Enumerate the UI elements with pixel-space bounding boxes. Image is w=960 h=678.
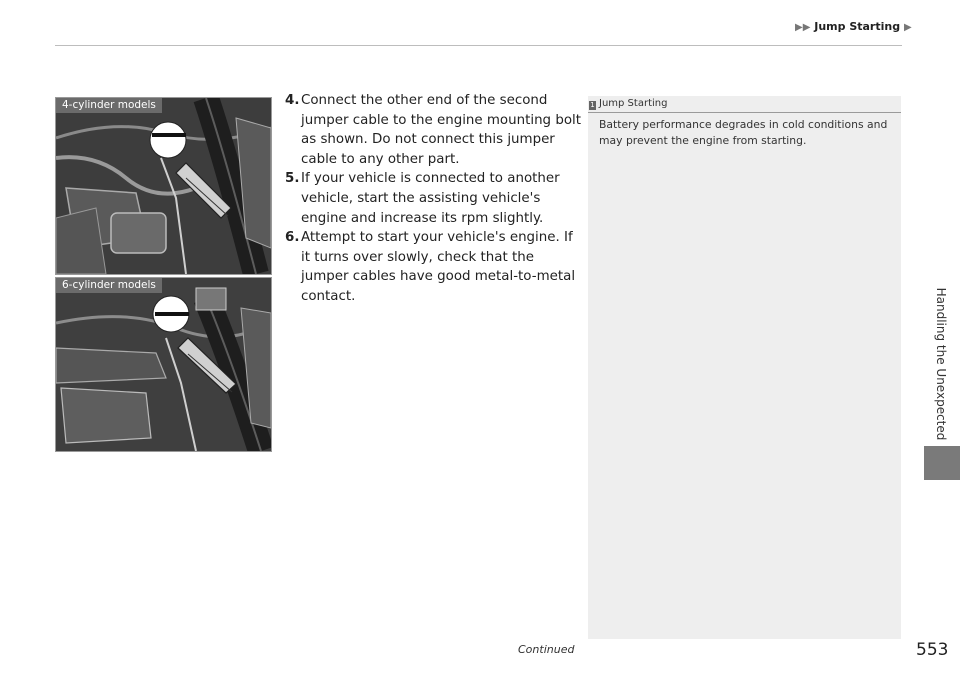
page-number: 553 <box>916 640 949 660</box>
figure-label: 6-cylinder models <box>56 278 162 293</box>
step-item <box>285 91 585 169</box>
step-number: 4. <box>285 93 300 108</box>
section-tab-label: Handling the Unexpected <box>934 287 948 441</box>
section-tab[interactable] <box>922 268 960 460</box>
header-rule <box>55 45 902 46</box>
note-title: Jump Starting <box>599 98 668 109</box>
note-panel <box>588 96 901 639</box>
breadcrumb-label: Jump Starting <box>814 20 901 33</box>
step-number: 6. <box>285 230 300 246</box>
continued-label: Continued <box>518 643 575 656</box>
negative-icon <box>152 133 186 137</box>
step-text: Attempt to start your vehicle's engine. If it turns over slowly, check that the jumper cables have good metal-to-metal contact. <box>301 230 576 304</box>
engine-bay-illustration <box>56 98 271 274</box>
negative-icon <box>155 312 189 316</box>
step-number: 5. <box>285 171 300 187</box>
note-header <box>588 96 901 113</box>
figure-label: 4-cylinder models <box>56 98 162 113</box>
step-item <box>285 169 585 228</box>
note-marker-icon: 1 <box>590 101 595 109</box>
step-text: Connect the other end of the second jumper cable to the engine mounting bolt as shown. Do not connect this jumper cable to any other part. <box>301 93 581 167</box>
section-tab-marker <box>924 446 960 480</box>
engine-bay-illustration <box>56 278 271 451</box>
instruction-steps <box>285 91 585 307</box>
figure-4-cylinder <box>55 97 272 275</box>
breadcrumb <box>795 20 912 33</box>
step-text: If your vehicle is connected to another vehicle, start the assisting vehicle's engine and increase its rpm slightly. <box>301 171 560 226</box>
step-item <box>285 228 585 306</box>
breadcrumb-arrow-icon: ▶ <box>903 22 912 33</box>
breadcrumb-arrow-icon: ▶▶ <box>795 22 811 33</box>
note-body: Battery performance degrades in cold conditions and may prevent the engine from starting. <box>599 118 888 147</box>
figure-6-cylinder <box>55 277 272 452</box>
